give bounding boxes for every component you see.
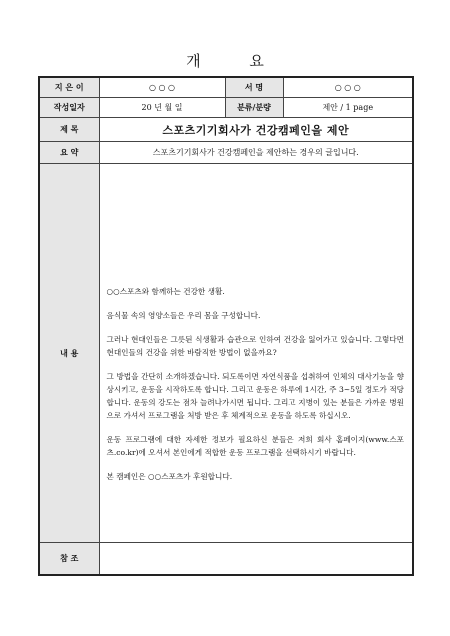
reference-label: 참 조	[39, 543, 99, 576]
date-row	[39, 98, 413, 118]
content-body[interactable]	[99, 164, 413, 543]
summary-value[interactable]: 스포츠기기회사가 건강캠페인을 제안하는 경우의 글입니다.	[99, 142, 413, 164]
content-paragraph: 운동 프로그램에 대한 자세한 정보가 필요하신 분들은 저희 회사 홈페이지(www.스포츠.co.kr)에 오셔서 본인에게 적합한 운동 프로그램을 선택하시기 바랍니다.	[106, 434, 404, 457]
subject-label: 제 목	[39, 118, 99, 142]
content-label: 내 용	[39, 164, 99, 543]
content-paragraph: 그 방법을 간단히 소개하겠습니다. 되도록이면 자연식품을 섭취하여 인체의 대사기능을 향상시키고, 운동을 시작하도록 합니다. 그리고 운동은 하루에 1시간, 주 3~5일 정도가 적당합니다. 운동의 강도는 점차 늘려나가시면 됩니다. 그리고 지병이 있는 분들은 가까운 병원으로 가셔서 프로그램을 처방 받은 후 체계적으로 운동을 하도록 하십시오.	[106, 371, 404, 420]
document-title: 개 요	[186, 52, 286, 70]
category-value[interactable]: 제안 / 1 page	[283, 98, 413, 118]
author-label: 지 은 이	[39, 77, 99, 98]
author-value[interactable]: ○ ○ ○	[99, 77, 225, 98]
content-text-block	[100, 213, 413, 483]
signature-value[interactable]: ○ ○ ○	[283, 77, 413, 98]
category-label: 분류/분량	[225, 98, 283, 118]
subject-value[interactable]: 스포츠기기회사가 건강캠페인을 제안	[99, 118, 413, 142]
summary-form-table	[38, 76, 414, 576]
summary-label: 요 약	[39, 142, 99, 164]
content-paragraph: 음식물 속의 영양소들은 우리 몸을 구성합니다.	[106, 310, 261, 320]
author-row	[39, 77, 413, 98]
content-paragraph: 본 캠페인은 ○○스포츠가 후원합니다.	[106, 471, 233, 481]
reference-row	[39, 543, 413, 576]
date-label: 작성일자	[39, 98, 99, 118]
content-row	[39, 164, 413, 543]
content-paragraph: 그러나 현대인들은 그릇된 식생활과 습관으로 인하여 건강을 잃어가고 있습니다. 그렇다면 현대인들의 건강을 위한 바람직한 방법이 없을까요?	[106, 334, 404, 357]
signature-label: 서 명	[225, 77, 283, 98]
reference-value[interactable]	[99, 543, 413, 576]
date-value[interactable]: 20 년 월 일	[99, 98, 225, 118]
summary-row	[39, 142, 413, 164]
content-paragraph: ○○스포츠와 함께하는 건강한 생활.	[106, 286, 225, 296]
subject-row	[39, 118, 413, 142]
